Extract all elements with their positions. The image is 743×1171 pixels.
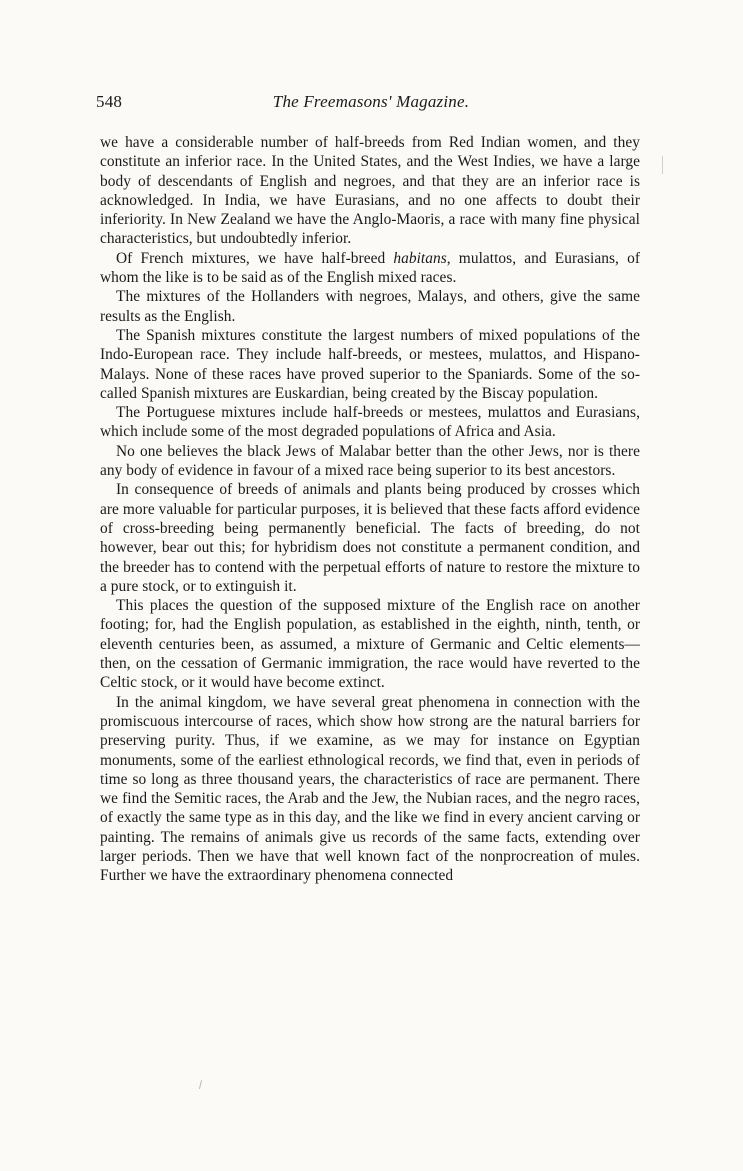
paragraph: The mixtures of the Hollanders with negroes, Malays, and others, give the same results as the English. <box>100 288 640 325</box>
paragraph: The Spanish mixtures constitute the largest numbers of mixed populations of the Indo-European race. They include half-breeds, or mestees, mulattos, and Hispano-Malays. None of these races have proved superior to the Spaniards. Some of the so-called Spanish mixtures are Euskardian, being created by the Biscay population. <box>100 326 640 402</box>
paragraph: No one believes the black Jews of Malabar better than the other Jews, nor is there any body of evidence in favour of a mixed race being superior to its best ancestors. <box>100 442 640 480</box>
article-body <box>100 133 640 886</box>
running-title: The Freemasons' Magazine. <box>272 92 470 111</box>
paragraph: In the animal kingdom, we have several great phenomena in connection with the promiscuous intercourse of races, which show how strong are the natural barriers for preserving purity. Thus, if we examine, as we may for instance on Egyptian monuments, some of the earliest ethnological records, we find that, even in periods of time so long as three thousand years, the characteristics of race are permanent. There we find the Semitic races, the Arab and the Jew, the Nubian races, and the negro races, of exactly the same type as in this day, and the like we find in every ancient carving or painting. The remains of animals give us records of the same facts, extending over larger periods. Then we have that well known fact of the nonprocreation of mules. Further we have the extraordinary phenomena connected <box>100 693 640 885</box>
paragraph: Of French mixtures, we have half-breed habitans, mulattos, and Eurasians, of whom the like is to be said as of the English mixed races. <box>100 249 640 287</box>
margin-mark <box>662 156 663 174</box>
paragraph: In consequence of breeds of animals and plants being produced by crosses which are more valuable for particular purposes, it is believed that these facts afford evidence of cross-breeding being permanently beneficial. The facts of breeding, do not however, bear out this; for hybridism does not constitute a permanent condition, and the breeder has to contend with the perpetual efforts of nature to restore the mixture to a pure stock, or to extinguish it. <box>100 481 640 595</box>
paragraph: The Portuguese mixtures include half-breeds or mestees, mulattos and Eurasians, which include some of the most degraded populations of Africa and Asia. <box>100 404 640 441</box>
ink-speck <box>199 1080 202 1089</box>
page-header <box>96 92 646 116</box>
italic-word: habitans <box>393 249 447 267</box>
paragraph: This places the question of the supposed mixture of the English race on another footing; for, had the English population, as established in the eighth, ninth, tenth, or eleventh centuries been, as assumed, a mixture of Germanic and Celtic elements—then, on the cessation of Germanic immigration, the race would have reverted to the Celtic stock, or it would have become extinct. <box>100 597 640 692</box>
paragraph: we have a considerable number of half-breeds from Red Indian women, and they constitute an inferior race. In the United States, and the West Indies, we have a large body of descendants of English and negroes, and that they are an inferior race is acknowledged. In India, we have Eurasians, and no one affects to doubt their inferiority. In New Zealand we have the Anglo-Maoris, a race with many fine physical characteristics, but undoubtedly inferior. <box>100 134 640 248</box>
page-number: 548 <box>96 92 123 111</box>
